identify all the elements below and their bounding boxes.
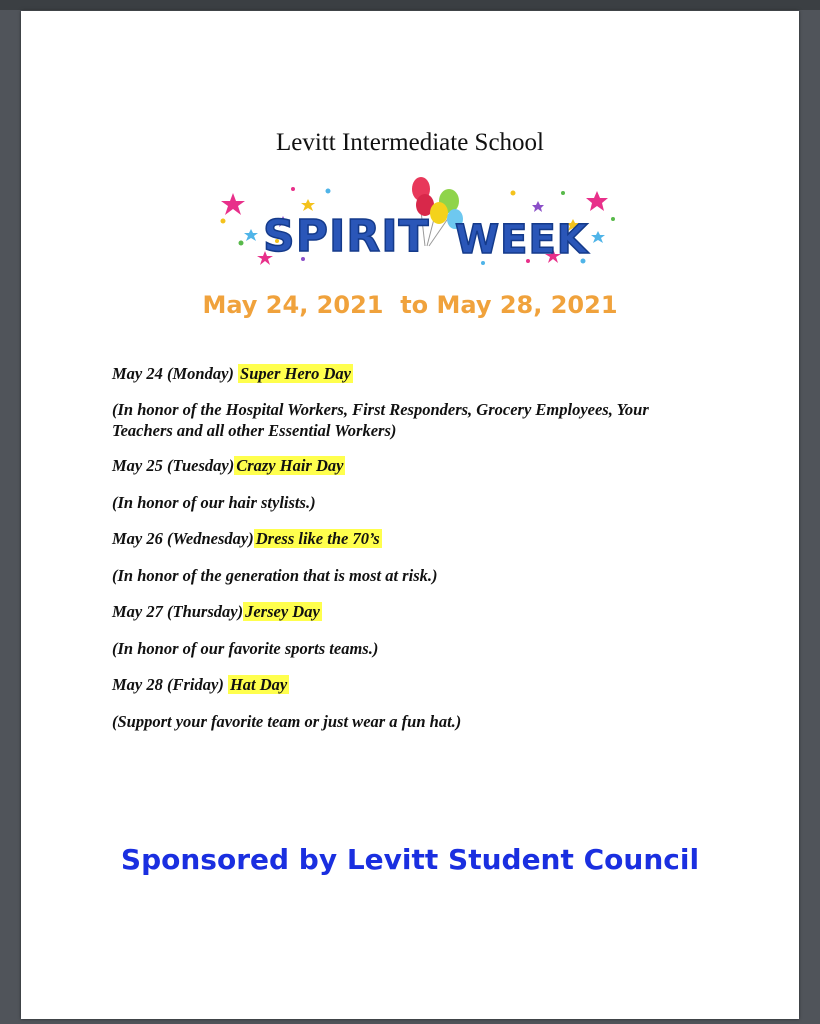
schedule-note: (In honor of our hair stylists.) xyxy=(112,493,316,512)
schedule-day-line xyxy=(112,601,322,623)
banner-word-spirit: SPIRIT xyxy=(263,211,430,262)
schedule-note: (In honor of the Hospital Workers, First Responders, Grocery Employees, Your Teachers and all other Essential Workers) xyxy=(112,400,649,440)
schedule-day-line xyxy=(112,363,353,385)
schedule-note: (Support your favorite team or just wear a fun hat.) xyxy=(112,712,462,731)
viewer-toolbar-edge xyxy=(0,0,820,10)
schedule-note: (In honor of our favorite sports teams.) xyxy=(112,639,379,658)
day-label: May 26 (Wednesday) xyxy=(112,529,254,548)
sponsor-line: Sponsored by Levitt Student Council xyxy=(120,843,700,876)
day-label: May 24 (Monday) xyxy=(112,364,239,383)
day-label: May 27 (Thursday) xyxy=(112,602,244,621)
theme-highlight: Dress like the 70’s xyxy=(255,529,380,548)
theme-highlight: Super Hero Day xyxy=(240,364,351,383)
schedule-day-line xyxy=(112,528,382,550)
date-range: May 24, 2021 to May 28, 2021 xyxy=(202,291,618,319)
theme-highlight: Hat Day xyxy=(229,675,288,694)
spirit-week-banner xyxy=(203,171,619,281)
day-label: May 28 (Friday) xyxy=(112,675,228,694)
theme-highlight: Jersey Day xyxy=(245,602,320,621)
document-page xyxy=(21,11,799,1019)
theme-highlight: Crazy Hair Day xyxy=(236,456,344,475)
schedule-note: (In honor of the generation that is most at risk.) xyxy=(112,566,438,585)
day-label: May 25 (Tuesday) xyxy=(112,456,235,475)
schedule-day-line xyxy=(112,674,289,696)
school-name: Levitt Intermediate School xyxy=(276,129,544,156)
schedule-day-line xyxy=(112,455,345,477)
banner-word-week: WEEK xyxy=(455,217,589,263)
